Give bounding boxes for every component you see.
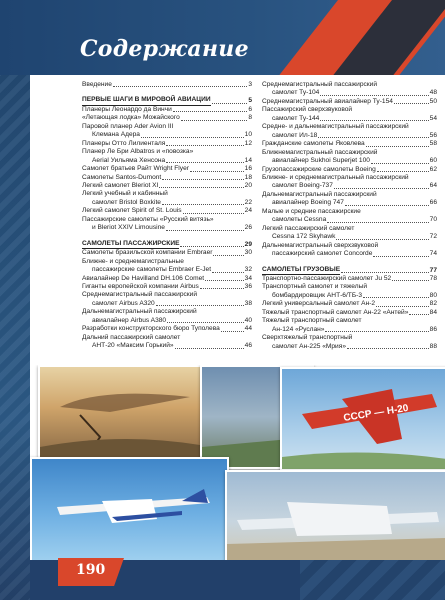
toc-entry-title-line1: Сверхтяжелый транспортный bbox=[262, 334, 353, 342]
toc-entry-title: Разработки конструкторского бюро Туполева bbox=[82, 325, 220, 333]
toc-leader-dots bbox=[205, 280, 244, 281]
toc-entry-title: САМОЛЕТЫ ГРУЗОВЫЕ bbox=[262, 266, 340, 275]
toc-entry-title: Транспортно-пассажирский самолет Ju 52 bbox=[262, 274, 392, 282]
toc-leader-dots bbox=[173, 111, 248, 112]
toc-entry[interactable] bbox=[262, 166, 437, 174]
toc-entry-title: ПЕРВЫЕ ШАГИ В МИРОВОЙ АВИАЦИИ bbox=[82, 96, 211, 105]
toc-page-number: 8 bbox=[248, 114, 252, 122]
toc-page-number: 12 bbox=[244, 139, 252, 147]
toc-entry-title-line1: Паровой планер Ader Avion III bbox=[82, 122, 174, 130]
toc-entry-title: самолет Ил-18 bbox=[272, 131, 318, 139]
toc-leader-dots bbox=[166, 145, 243, 146]
toc-leader-dots bbox=[320, 120, 428, 121]
toc-page-number: 6 bbox=[248, 105, 252, 113]
toc-entry-title: авиалайнер Boeing 747 bbox=[272, 199, 344, 207]
toc-entry-title: самолет Ту-144 bbox=[272, 114, 320, 122]
toc-entry-title: Самолеты бразильской компании Embraer bbox=[82, 249, 213, 257]
toc-entry-title: «Летающая лодка» Можайского bbox=[82, 114, 180, 122]
toc-leader-dots bbox=[318, 137, 428, 138]
toc-leader-dots bbox=[371, 163, 429, 164]
toc-page-number: 16 bbox=[244, 165, 252, 173]
page-header bbox=[0, 0, 445, 75]
toc-entry-title: самолет Boeing-737 bbox=[272, 182, 333, 190]
toc-leader-dots bbox=[181, 120, 248, 121]
toc-leader-dots bbox=[347, 348, 429, 349]
toc-entry-title-line1: Среднемагистральный пассажирский bbox=[262, 81, 378, 88]
toc-entry-title: самолет Ан-225 «Мрия» bbox=[272, 342, 346, 350]
toc-page-number: 22 bbox=[244, 198, 252, 206]
toc-entry-title: Среднемагистральный авиалайнер Ту-154 bbox=[262, 97, 393, 105]
toc-entry-title: Легкий самолет Bleriot XI bbox=[82, 181, 159, 189]
toc-entry[interactable] bbox=[262, 81, 437, 98]
toc-entry[interactable] bbox=[82, 81, 252, 89]
toc-leader-dots bbox=[113, 86, 247, 87]
toc-entry-title: Cessna 172 Skyhawk bbox=[272, 233, 336, 241]
toc-page-number: 62 bbox=[429, 165, 437, 173]
toc-page-number: 66 bbox=[429, 199, 437, 207]
toc-entry-title: Планеры Леонардо да Винчи bbox=[82, 105, 172, 113]
toc-leader-dots bbox=[167, 322, 244, 323]
toc-page-number: 54 bbox=[429, 114, 437, 122]
toc-page-number: 3 bbox=[248, 81, 252, 88]
toc-entry-title-line1: Ближне- и среднемагистральные bbox=[82, 257, 184, 265]
toc-entry-title: Гражданские самолеты Яковлева bbox=[262, 140, 365, 148]
toc-entry-title-line1: Малые и средние пассажирские bbox=[262, 207, 361, 215]
toc-section-heading[interactable] bbox=[82, 240, 252, 249]
toc-entry[interactable] bbox=[82, 334, 252, 351]
toc-leader-dots bbox=[213, 255, 243, 256]
toc-leader-dots bbox=[141, 137, 244, 138]
toc-entry-title: Авиалайнер De Havilland DH.106 Comet bbox=[82, 274, 205, 282]
toc-entry[interactable] bbox=[82, 114, 252, 122]
toc-entry-title-line1: Дальнемагистральный пассажирский bbox=[82, 308, 197, 316]
toc-page-number: 88 bbox=[429, 342, 437, 350]
toc-entry[interactable] bbox=[262, 225, 437, 242]
photo-glider bbox=[38, 365, 202, 459]
toc-entry[interactable] bbox=[82, 165, 252, 173]
toc-leader-dots bbox=[159, 187, 243, 188]
toc-leader-dots bbox=[166, 230, 244, 231]
toc-entry[interactable] bbox=[82, 291, 252, 308]
toc-page-number: 48 bbox=[429, 89, 437, 97]
toc-page-number: 36 bbox=[244, 282, 252, 290]
toc-entry-title-line1: Тяжелый транспортный самолет bbox=[262, 317, 362, 325]
toc-leader-dots bbox=[183, 213, 244, 214]
toc-entry[interactable] bbox=[262, 242, 437, 259]
toc-entry-title: самолет Bristol Boxkite bbox=[92, 198, 161, 206]
toc-leader-dots bbox=[327, 222, 428, 223]
toc-entry-title: Самолет братьев Райт Wright Flyer bbox=[82, 165, 189, 173]
toc-leader-dots bbox=[200, 288, 244, 289]
toc-entry-title: и Bleriot XXIV Limousine bbox=[92, 224, 165, 232]
toc-leader-dots bbox=[162, 204, 244, 205]
toc-page-number: 84 bbox=[429, 308, 437, 316]
toc-page-number: 77 bbox=[429, 266, 437, 274]
toc-page-number: 38 bbox=[244, 299, 252, 307]
toc-leader-dots bbox=[320, 95, 428, 96]
toc-page-number: 44 bbox=[244, 325, 252, 333]
toc-entry[interactable] bbox=[262, 149, 437, 166]
toc-page-number: 74 bbox=[429, 250, 437, 258]
toc-page-number: 10 bbox=[244, 131, 252, 139]
toc-entry[interactable] bbox=[262, 283, 437, 300]
toc-entry[interactable] bbox=[82, 123, 252, 140]
toc-entry[interactable] bbox=[82, 140, 252, 148]
toc-page-number: 40 bbox=[244, 316, 252, 324]
toc-page-number: 30 bbox=[244, 249, 252, 257]
toc-entry-title: пассажирские самолеты Embraer E-Jet bbox=[92, 266, 212, 274]
toc-leader-dots bbox=[334, 188, 429, 189]
toc-entry-title: Клемана Адера bbox=[92, 131, 140, 139]
toc-entry-title-line1: Пассажирские самолеты «Русский витязь» bbox=[82, 215, 214, 223]
toc-entry[interactable] bbox=[262, 106, 437, 123]
toc-page-number: 5 bbox=[248, 97, 252, 105]
toc-left-column bbox=[82, 81, 252, 351]
toc-entry-title: Планеры Отто Лилиенталя bbox=[82, 139, 166, 147]
toc-leader-dots bbox=[156, 305, 244, 306]
toc-entry-title: САМОЛЕТЫ ПАССАЖИРСКИЕ bbox=[82, 240, 179, 249]
page-number: 190 bbox=[76, 562, 106, 578]
toc-entry-title: Тяжелый транспортный самолет Ан-22 «Антей» bbox=[262, 308, 409, 316]
toc-leader-dots bbox=[325, 331, 428, 332]
toc-spacer bbox=[82, 233, 252, 237]
toc-entry[interactable] bbox=[262, 191, 437, 208]
toc-section-heading[interactable] bbox=[262, 266, 437, 275]
toc-page-number: 14 bbox=[244, 156, 252, 164]
toc-spacer bbox=[82, 89, 252, 93]
toc-entry-title: авиалайнер Airbus A380 bbox=[92, 316, 167, 324]
toc-page-number: 18 bbox=[244, 173, 252, 181]
toc-entry[interactable] bbox=[262, 309, 437, 317]
plane-registration-text: СССР — Н-20 bbox=[342, 402, 410, 424]
toc-page-number: 34 bbox=[244, 274, 252, 282]
toc-entry[interactable] bbox=[82, 308, 252, 325]
toc-entry-title-line1: Пассажирский сверхзвуковой bbox=[262, 106, 353, 114]
table-of-contents bbox=[30, 75, 445, 365]
toc-page-number: 80 bbox=[429, 291, 437, 299]
toc-entry[interactable] bbox=[262, 300, 437, 308]
toc-page-number: 32 bbox=[244, 266, 252, 274]
toc-leader-dots bbox=[221, 331, 244, 332]
toc-page-number: 50 bbox=[429, 97, 437, 105]
toc-entry[interactable] bbox=[262, 174, 437, 191]
toc-leader-dots bbox=[363, 297, 429, 298]
toc-leader-dots bbox=[409, 314, 428, 315]
toc-leader-dots bbox=[166, 162, 243, 163]
toc-entry[interactable] bbox=[82, 258, 252, 275]
toc-leader-dots bbox=[180, 246, 243, 247]
toc-page-number: 60 bbox=[429, 157, 437, 165]
toc-page-number: 58 bbox=[429, 140, 437, 148]
photo-collage bbox=[30, 365, 445, 560]
toc-page-number: 64 bbox=[429, 182, 437, 190]
toc-page-number: 46 bbox=[244, 342, 252, 350]
toc-right-column bbox=[262, 81, 437, 351]
toc-entry-title: самолет Airbus A320 bbox=[92, 299, 155, 307]
toc-entry-title: Ан-124 «Руслан» bbox=[272, 325, 325, 333]
toc-page-number: 86 bbox=[429, 325, 437, 333]
toc-leader-dots bbox=[212, 272, 244, 273]
toc-entry[interactable] bbox=[82, 190, 252, 207]
photo-cessna bbox=[30, 457, 229, 560]
toc-entry-title: бомбардировщик АНТ-6/ТБ-3 bbox=[272, 291, 363, 299]
toc-page-number: 78 bbox=[429, 274, 437, 282]
toc-entry-title: пассажирский самолет Concorde bbox=[272, 250, 373, 258]
toc-entry-title-line1: Среднемагистральный пассажирский bbox=[82, 291, 198, 299]
toc-entry[interactable] bbox=[82, 207, 252, 215]
toc-entry-title: Грузопассажирские самолеты Boeing bbox=[262, 165, 376, 173]
toc-entry-title: АНТ-20 «Максим Горький» bbox=[92, 342, 174, 350]
toc-entry-title-line1: Транспортный самолет и тяжелый bbox=[262, 283, 368, 291]
toc-entry[interactable] bbox=[262, 123, 437, 140]
toc-entry-title: Aerial Уильяма Хенсона bbox=[92, 156, 166, 164]
toc-entry-title: Легкий самолет Spirit of St. Louis bbox=[82, 207, 182, 215]
toc-entry[interactable] bbox=[82, 275, 252, 283]
toc-section-heading[interactable] bbox=[82, 96, 252, 105]
toc-entry-title-line1: Дальний пассажирский самолет bbox=[82, 333, 181, 341]
photo-red-plane bbox=[280, 367, 445, 471]
toc-page-number: 26 bbox=[244, 224, 252, 232]
toc-entry-title-line1: Ближне- и среднемагистральный пассажирский bbox=[262, 173, 409, 181]
toc-page-number: 72 bbox=[429, 233, 437, 241]
toc-entry-title: самолет Ту-104 bbox=[272, 89, 320, 97]
toc-leader-dots bbox=[345, 205, 429, 206]
toc-entry-title: Введение bbox=[82, 81, 112, 88]
toc-page-number: 56 bbox=[429, 131, 437, 139]
toc-entry-title: авиалайнер Sukhoi Superjet 100 bbox=[272, 157, 370, 165]
toc-page-number: 70 bbox=[429, 216, 437, 224]
toc-page-number: 20 bbox=[244, 181, 252, 189]
toc-leader-dots bbox=[162, 179, 243, 180]
photo-antonov bbox=[225, 470, 445, 560]
toc-entry[interactable] bbox=[82, 148, 252, 165]
toc-entry[interactable] bbox=[262, 317, 437, 334]
toc-entry-title-line1: Дальнемагистральный сверхзвуковой bbox=[262, 241, 379, 249]
toc-page-number: 24 bbox=[244, 207, 252, 215]
toc-leader-dots bbox=[190, 171, 244, 172]
page-title: Содержание bbox=[80, 36, 249, 62]
left-decorative-band bbox=[0, 0, 30, 600]
toc-entry-title-line1: Дальнемагистральный пассажирский bbox=[262, 190, 377, 198]
toc-entry[interactable] bbox=[262, 140, 437, 148]
toc-entry-title: самолеты Cessna bbox=[272, 216, 327, 224]
toc-leader-dots bbox=[212, 103, 248, 104]
toc-entry[interactable] bbox=[82, 216, 252, 233]
toc-entry[interactable] bbox=[82, 249, 252, 257]
toc-leader-dots bbox=[394, 103, 429, 104]
toc-spacer bbox=[262, 259, 437, 263]
toc-entry-title-line1: Средне- и дальнемагистральный пассажирский bbox=[262, 123, 409, 131]
toc-leader-dots bbox=[336, 239, 428, 240]
toc-entry-title-line1: Планер Ле Бри Albatros и «повозка» bbox=[82, 148, 194, 156]
toc-page-number: 82 bbox=[429, 300, 437, 308]
toc-leader-dots bbox=[392, 280, 429, 281]
toc-entry-title-line1: Легкий учебный и кабинный bbox=[82, 190, 168, 198]
toc-page-number: 29 bbox=[244, 240, 252, 248]
toc-leader-dots bbox=[341, 272, 429, 273]
toc-entry-title-line1: Ближнемагистральный пассажирский bbox=[262, 148, 378, 156]
toc-leader-dots bbox=[377, 171, 429, 172]
toc-leader-dots bbox=[175, 348, 244, 349]
toc-entry[interactable] bbox=[82, 174, 252, 182]
footer-stripe bbox=[300, 560, 445, 600]
toc-entry[interactable] bbox=[82, 325, 252, 333]
toc-entry-title: Легкий универсальный самолет Ан-2 bbox=[262, 300, 376, 308]
toc-entry-title: Гиганты европейской компании Airbus bbox=[82, 282, 199, 290]
toc-entry-title: Самолеты Santos-Dumont bbox=[82, 173, 162, 181]
toc-leader-dots bbox=[366, 146, 429, 147]
toc-entry[interactable] bbox=[262, 208, 437, 225]
toc-entry-title-line1: Легкий пассажирский самолет bbox=[262, 224, 355, 232]
toc-leader-dots bbox=[376, 306, 429, 307]
toc-entry[interactable] bbox=[262, 334, 437, 351]
toc-leader-dots bbox=[373, 256, 428, 257]
